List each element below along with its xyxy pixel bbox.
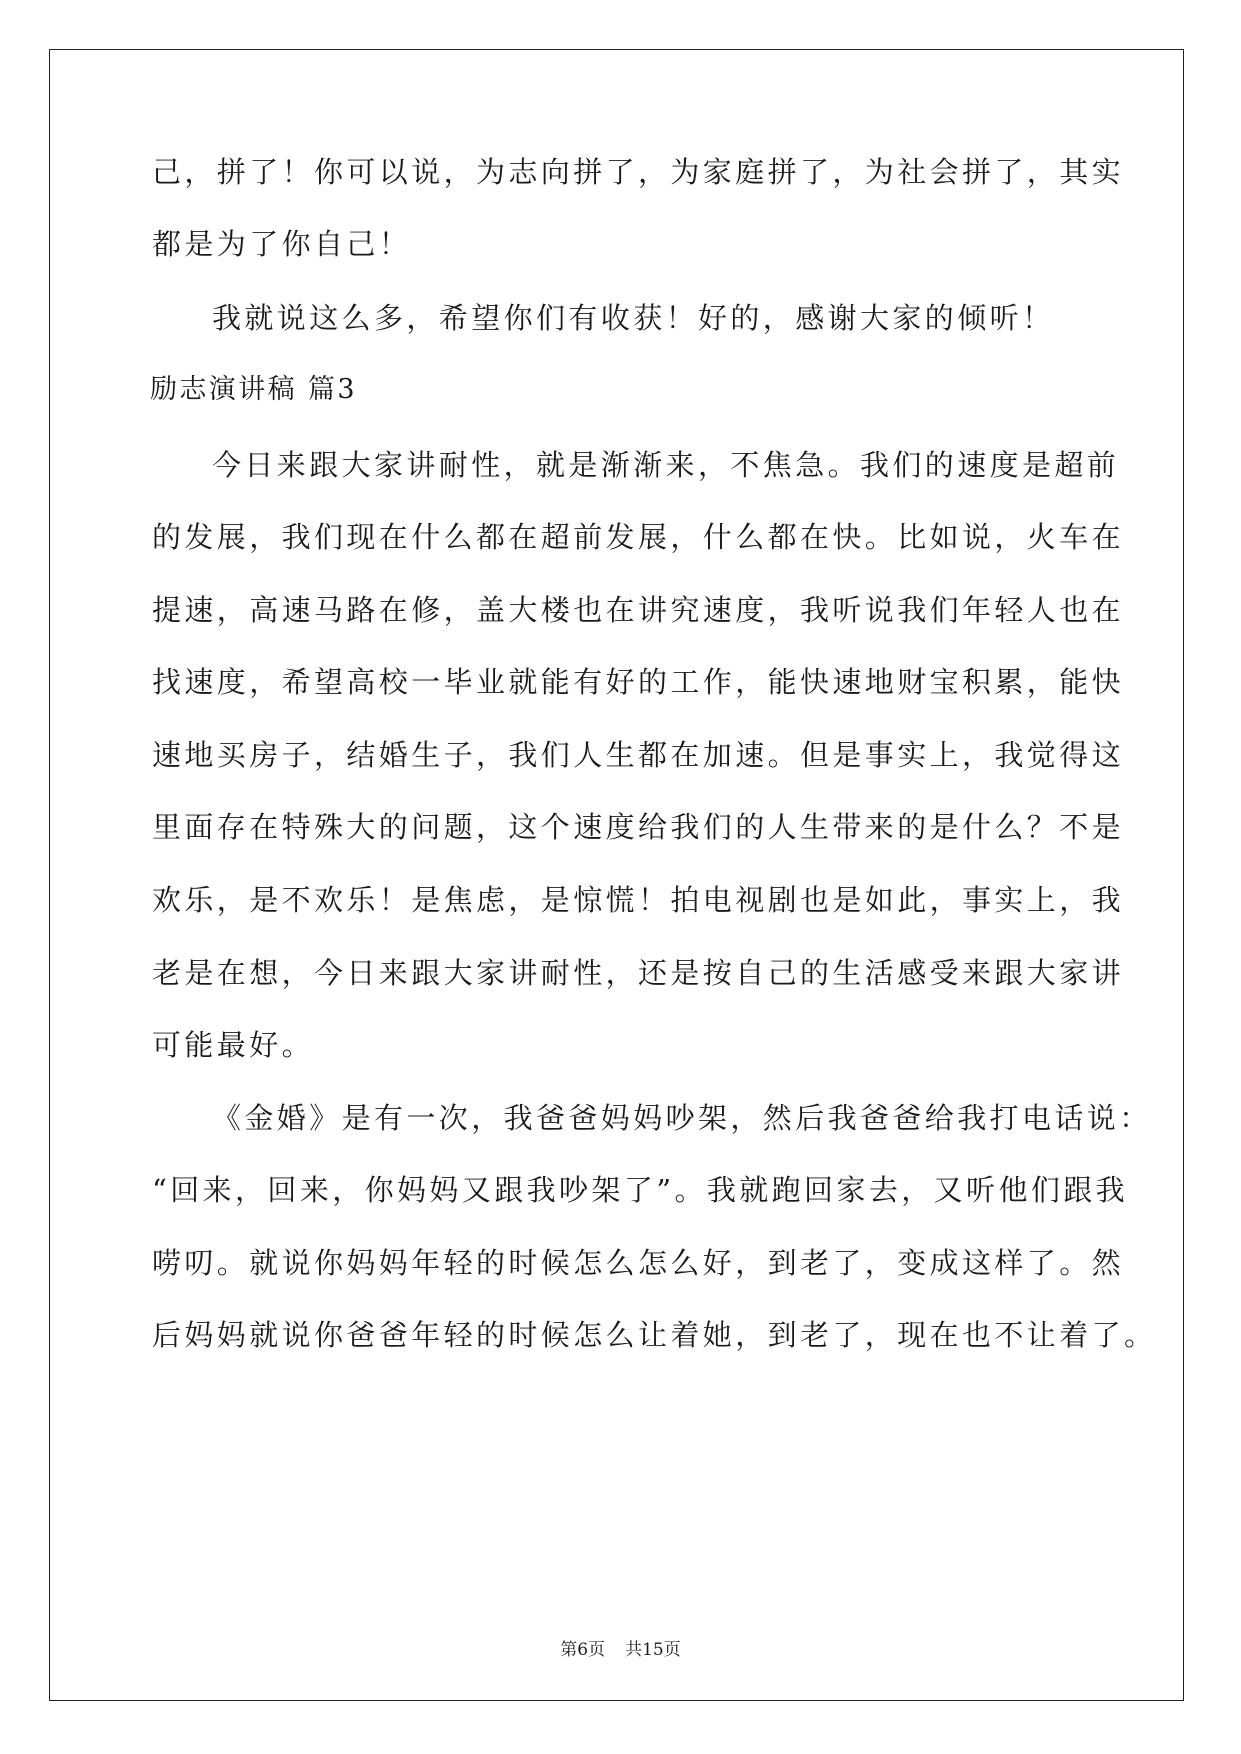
page-footer bbox=[0, 1638, 1241, 1662]
text-line: 今日来跟大家讲耐性，就是渐渐来，不焦急。我们的速度是超前 bbox=[212, 448, 1120, 482]
text-line: 《金婚》是有一次，我爸爸妈妈吵架，然后我爸爸给我打电话说： bbox=[212, 1101, 1152, 1135]
text-line: 后妈妈就说你爸爸年轻的时候怎么让着她，到老了，现在也不让着了。 bbox=[152, 1318, 1157, 1352]
text-line: 己，拼了！你可以说，为志向拼了，为家庭拼了，为社会拼了，其实 bbox=[152, 155, 1125, 189]
page-border bbox=[49, 49, 1184, 1701]
text-line: 找速度，希望高校一毕业就能有好的工作，能快速地财宝积累，能快 bbox=[152, 665, 1125, 699]
text-line: 提速，高速马路在修，盖大楼也在讲究速度，我听说我们年轻人也在 bbox=[152, 593, 1125, 627]
page-total: 共15页 bbox=[625, 1640, 681, 1660]
text-line: 唠叨。就说你妈妈年轻的时候怎么怎么好，到老了，变成这样了。然 bbox=[152, 1246, 1125, 1280]
text-line: 老是在想，今日来跟大家讲耐性，还是按自己的生活感受来跟大家讲 bbox=[152, 956, 1125, 990]
text-line: 里面存在特殊大的问题，这个速度给我们的人生带来的是什么？不是 bbox=[152, 810, 1125, 844]
text-line: 的发展，我们现在什么都在超前发展，什么都在快。比如说，火车在 bbox=[152, 520, 1125, 554]
text-line: 都是为了你自己！ bbox=[152, 227, 412, 261]
section-heading: 励志演讲稿 篇3 bbox=[150, 374, 357, 405]
text-line: 速地买房子，结婚生子，我们人生都在加速。但是事实上，我觉得这 bbox=[152, 738, 1125, 772]
page-number: 第6页 bbox=[560, 1640, 606, 1660]
text-line: “回来，回来，你妈妈又跟我吵架了”。我就跑回家去，又听他们跟我 bbox=[152, 1173, 1129, 1207]
text-line: 可能最好。 bbox=[152, 1028, 315, 1062]
text-line: 我就说这么多，希望你们有收获！好的，感谢大家的倾听！ bbox=[212, 301, 1055, 335]
text-line: 欢乐，是不欢乐！是焦虑，是惊慌！拍电视剧也是如此，事实上，我 bbox=[152, 883, 1125, 917]
